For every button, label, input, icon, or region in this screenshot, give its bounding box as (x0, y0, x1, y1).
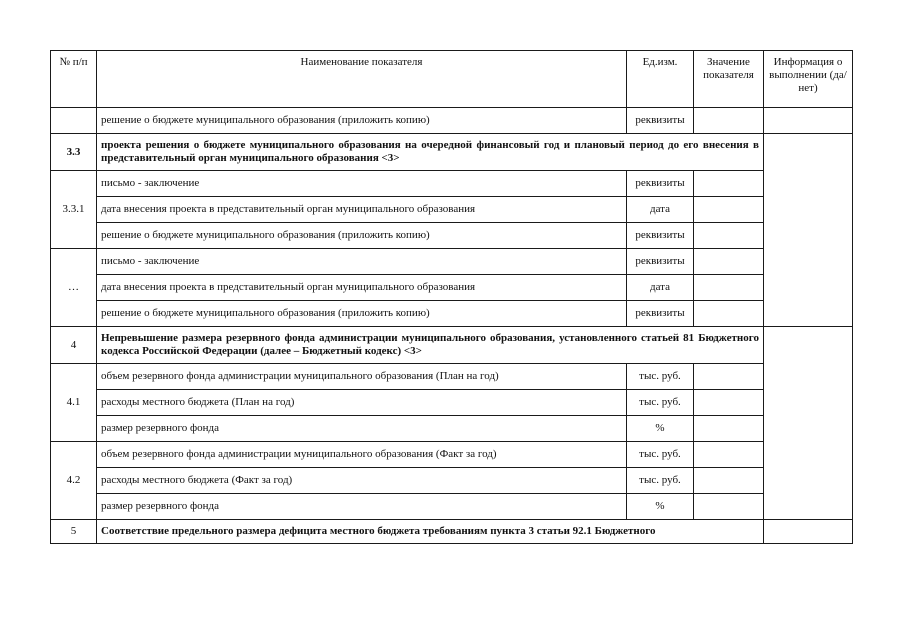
table-row (51, 442, 853, 468)
indicators-table (50, 50, 853, 544)
header-unit: Ед.изм. (627, 51, 694, 108)
table-row (51, 197, 853, 223)
value-cell[interactable] (694, 223, 764, 249)
value-cell[interactable] (694, 442, 764, 468)
header-info: Информация о выполнении (да/ нет) (764, 51, 853, 108)
table-row (51, 223, 853, 249)
table-row (51, 301, 853, 327)
name-cell: решение о бюджете муниципального образования (приложить копию) (97, 223, 627, 249)
info-cell[interactable] (764, 134, 853, 327)
unit-cell: дата (627, 275, 694, 301)
section-title-cell: проекта решения о бюджете муниципального образования на очередной финансовый год и плановый период до его внесения в представительный орган муниципального образования <3> (97, 134, 764, 171)
num-cell: 3.3.1 (51, 171, 97, 249)
unit-cell: тыс. руб. (627, 468, 694, 494)
name-cell: дата внесения проекта в представительный орган муниципального образования (97, 275, 627, 301)
num-cell: … (51, 249, 97, 327)
name-cell: размер резервного фонда (97, 416, 627, 442)
unit-cell: тыс. руб. (627, 390, 694, 416)
table-row (51, 390, 853, 416)
unit-cell: реквизиты (627, 171, 694, 197)
name-cell: письмо - заключение (97, 249, 627, 275)
table-row (51, 249, 853, 275)
section-title-cell: Непревышение размера резервного фонда администрации муниципального образования, установленного статьей 81 Бюджетного кодекса Российской Федерации (далее – Бюджетный кодекс) <3> (97, 327, 764, 364)
value-cell[interactable] (694, 197, 764, 223)
section-row (51, 327, 853, 364)
name-cell: размер резервного фонда (97, 494, 627, 520)
name-cell: дата внесения проекта в представительный орган муниципального образования (97, 197, 627, 223)
unit-cell: реквизиты (627, 223, 694, 249)
num-cell: 4.1 (51, 364, 97, 442)
table-row (51, 416, 853, 442)
table-row (51, 108, 853, 134)
table-row (51, 275, 853, 301)
unit-cell: реквизиты (627, 301, 694, 327)
info-cell[interactable] (764, 327, 853, 520)
value-cell[interactable] (694, 301, 764, 327)
header-num: № п/п (51, 51, 97, 108)
section-row (51, 134, 853, 171)
unit-cell: дата (627, 197, 694, 223)
value-cell[interactable] (694, 275, 764, 301)
num-cell: 4.2 (51, 442, 97, 520)
num-cell (51, 108, 97, 134)
value-cell[interactable] (694, 390, 764, 416)
table-header-row (51, 51, 853, 108)
value-cell[interactable] (694, 416, 764, 442)
section-row (51, 520, 853, 544)
name-cell: расходы местного бюджета (План на год) (97, 390, 627, 416)
table-row (51, 171, 853, 197)
value-cell[interactable] (694, 249, 764, 275)
table-row (51, 468, 853, 494)
header-value: Значение показателя (694, 51, 764, 108)
unit-cell: реквизиты (627, 108, 694, 134)
name-cell: решение о бюджете муниципального образования (приложить копию) (97, 108, 627, 134)
section-title-cell: Соответствие предельного размера дефицита местного бюджета требованиям пункта 3 статьи 92.1 Бюджетного (97, 520, 764, 544)
name-cell: письмо - заключение (97, 171, 627, 197)
table-row (51, 494, 853, 520)
name-cell: расходы местного бюджета (Факт за год) (97, 468, 627, 494)
info-cell[interactable] (764, 520, 853, 544)
unit-cell: реквизиты (627, 249, 694, 275)
unit-cell: % (627, 416, 694, 442)
value-cell[interactable] (694, 468, 764, 494)
value-cell[interactable] (694, 171, 764, 197)
header-name: Наименование показателя (97, 51, 627, 108)
unit-cell: % (627, 494, 694, 520)
num-cell: 3.3 (51, 134, 97, 171)
info-cell[interactable] (764, 108, 853, 134)
value-cell[interactable] (694, 494, 764, 520)
name-cell: объем резервного фонда администрации муниципального образования (Факт за год) (97, 442, 627, 468)
unit-cell: тыс. руб. (627, 442, 694, 468)
unit-cell: тыс. руб. (627, 364, 694, 390)
name-cell: решение о бюджете муниципального образования (приложить копию) (97, 301, 627, 327)
value-cell[interactable] (694, 364, 764, 390)
num-cell: 5 (51, 520, 97, 544)
value-cell[interactable] (694, 108, 764, 134)
name-cell: объем резервного фонда администрации муниципального образования (План на год) (97, 364, 627, 390)
table-row (51, 364, 853, 390)
num-cell: 4 (51, 327, 97, 364)
